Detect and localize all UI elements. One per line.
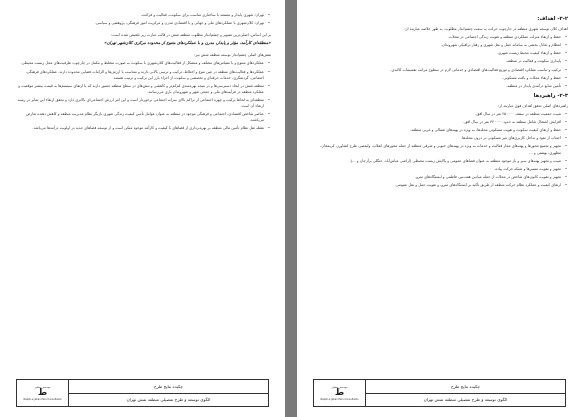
right-page xyxy=(297,0,582,417)
list-item: • تهران؛ کلان‌شهری با عملکردهای ملی و جهانی و با اقتصادی مدرن و مرکزیت امور فرهنگی، پژوهشی و سیاسی. xyxy=(14,20,271,26)
list-item: • افزایش اشتغال شاغل منطقه به حدود ۳۴۰۰۰۰ نفر در سال افق. xyxy=(311,119,568,125)
left-page xyxy=(0,0,285,417)
list-item: • تثبیت جمعیت منطقه در سقف ۲۵۰۰۰۰ نفر در سال افق. xyxy=(311,111,568,117)
company-logo xyxy=(315,381,364,405)
page-footer xyxy=(16,379,269,407)
footer-title: چکیده نتایج طرح xyxy=(153,383,184,389)
footer-project: الگوی توسعه و طرح تفصیلی منطقه شش تهران xyxy=(366,393,565,407)
list-item: • حفظ و ارتقاء کیفیت محیط زیست شهری. xyxy=(311,50,568,56)
list-item: • اجتناب از نفوذ و تداخل کاربری‌های غیر مسکونی در درون محله‌ها. xyxy=(311,135,568,141)
goals-intro: اهداف کلان توسعه شهری منطقه در جارچوب حرکت به سمت چشم‌انداز مطلوب، به طور خلاصه عبارتند از: xyxy=(404,27,568,32)
list-item: • منطقه‌ای به لحاظ ترکیب و چهره اجتماعی از تراکم بالای سرانه اجتماعی برخوردار است و این امر ارزش اجتماعی‌ای بالاتری دارد و تحقق ارتقاء این تمایز در زمینه ارتقاء آن است. xyxy=(14,97,271,109)
logo-mark: ط xyxy=(334,387,345,398)
list-item: • عملکردهای متنوع و با مقیاس‌های مختلف و متشکل از فعالیت‌های کلان‌شهری با سکونت به صورت مختلط و مکمل در چارچوب ظرفیت‌های محل زیست محیطی. xyxy=(14,60,271,66)
list-item: • عناصر شاخص اقتصادی، اجتماعی و فرهنگی موجود در منطقه به عنوان عوامل تأمین کیفیت زندگی شهری بازیگر نظام مدیریت منطقه و کاهش دهنده تعارض می‌باشند. xyxy=(14,111,271,123)
right-page-content xyxy=(311,12,568,190)
list-item: • تجهیز و تجمیع محورها و پهنه‌های مجاز فعالیت و خدمات به ویژه در پهنه‌های جنوبی و شرقی منطقه از جمله محورهای انقلاب، ولیعصر، طرح کشاورز، کریمخان، مطهری، بهشتی و ... xyxy=(311,143,568,155)
footer-project: الگوی توسعه و طرح تفصیلی منطقه شش تهران xyxy=(69,393,268,407)
list-item: • پایداری سکونت و فعالیت در منطقه. xyxy=(311,58,568,64)
list-item: • عملکردها و فعالیت‌های منطقه در عین تنوع و اختلاط، ترکیب و ترتیبی بالایی دارند و متناسب با ارزش‌ها و الزامات فضایی محدوده دارند. عملکردهای فرهنگی، اجتماعی، گردشگری، خدمات حرفه‌ای و تخصصی و سکونت از اجزاء بارز این ترکیب و ترتیب هستند. xyxy=(14,69,271,81)
section-heading-strategies: ۲-۳- راهبردها xyxy=(533,92,568,99)
logo-text-top: مهندسین مشاور xyxy=(331,385,348,389)
footer-logo-cell xyxy=(17,380,69,406)
vision-statement: «منطقه‌ای کارآمد، مؤثر و پایدار، مدرن و با عملکردهای متنوع از محدوده مرکزی کلان‌شهر تهران» xyxy=(104,40,271,46)
list-item: • تثبیت و تجهیز پهنه‌های سبز و باز موجود منطقه به عنوان فضاهای عمومی و پالایش زیست محیطی (اراضی عباس‌آباد، جنگلی برآزجان و ...). xyxy=(311,158,568,164)
list-item: • تهران؛ شهری پایدار و مستعد با ساختاری مناسب برای سکونت، فعالیت و فراغت. xyxy=(14,12,271,18)
footer-text-cell xyxy=(366,380,565,406)
footer-title: چکیده نتایج طرح xyxy=(450,383,481,389)
vision-intro: بر این اساس، اصلی‌ترین تصویر و چشم‌انداز مطلوب منطقه شش در قالب عبارت زیر تلخیص شده است: xyxy=(111,33,271,38)
list-item: • حفظ و ارتقاء محلات و بافت مسکونی. xyxy=(311,75,568,81)
logo-text-bottom: Naqsh-e Jahan Pars Consultants xyxy=(23,397,62,401)
company-logo xyxy=(18,381,67,405)
list-item: • حفظ و ارتقای کیفیت سکونت و هویت مسکونی محله‌ها، به ویژه در پهنه‌های شمالی و غربی منطقه. xyxy=(311,127,568,133)
list-item: • انتظام و تعادل بخشی به سامانه حمل و نقل شهری و رفتار ترافیکی شهروندان. xyxy=(311,42,568,48)
list-item: • تجهیز و تقویت کانون‌های شاخص در محلات از جمله میادین هفت‌تیر، فاطمی و ایستگاه‌های مترو. xyxy=(311,174,568,180)
footer-text-cell xyxy=(69,380,268,406)
list-item: • تأمین منابع درآمدی پایدار در منطقه. xyxy=(311,83,568,89)
logo-text-bottom: Naqsh-e Jahan Pars Consultants xyxy=(320,397,359,401)
logo-text-top: مهندسین مشاور xyxy=(34,385,51,389)
roles-intro: نقش‌های اصلی چشم‌انداز توسعه منطقه شش نیز: xyxy=(194,53,271,58)
page-footer xyxy=(313,379,566,407)
list-item: • ارتقای کیفیت و عملکرد نظام حرکت منطقه از طریق تأکید بر ایستگاه‌های مترو، و تقویت حمل و نقل عمومی. xyxy=(311,182,568,188)
footer-logo-cell xyxy=(314,380,366,406)
left-page-content xyxy=(14,12,271,133)
list-item: • حفظ و ارتقاء منزلت عملکردی منطقه و تقویت زندگی اجتماعی در محلات. xyxy=(311,34,568,40)
list-item: • نقطه ثقل نظام تأمین مالی منطقه بر بهره‌برداری از قضاهای با کیفیت و کارآمد موجود متکی است و از توسعه فضاهای جدید در اولویت درآمدها می‌باشد. xyxy=(14,125,271,131)
logo-mark: ط xyxy=(37,387,48,398)
list-item: • ترکیب و تناسب عملکرد اقتصادی و توزیع فعالیت‌های اقتصادی و خدماتی لازم در سطوح مراتب تقسیمات کالبدی. xyxy=(311,67,568,73)
list-item: • منطقه شش در ایجاد دسترسی‌ها و در نتیجه بهره‌مندی کم‌کم‌تر و کاهشی و تنش‌های در سطح منطقه حضور دارند که با ارتقای سیستم‌ها به قیمت بیشتر موقعیت و عملکرد منطقه در فرآیندهای ملی و جمعی شهر و شهروندان یاری می‌رسانند. xyxy=(14,83,271,95)
section-heading-goals: ۲-۲- اهداف: xyxy=(537,16,568,22)
list-item: • تجهیز و تقویت مسیرها و شبکه حرکت پیاده. xyxy=(311,166,568,172)
strategies-intro: راهبردهای اصلی تحقق اهداف فوق عبارتند از: xyxy=(498,103,568,108)
